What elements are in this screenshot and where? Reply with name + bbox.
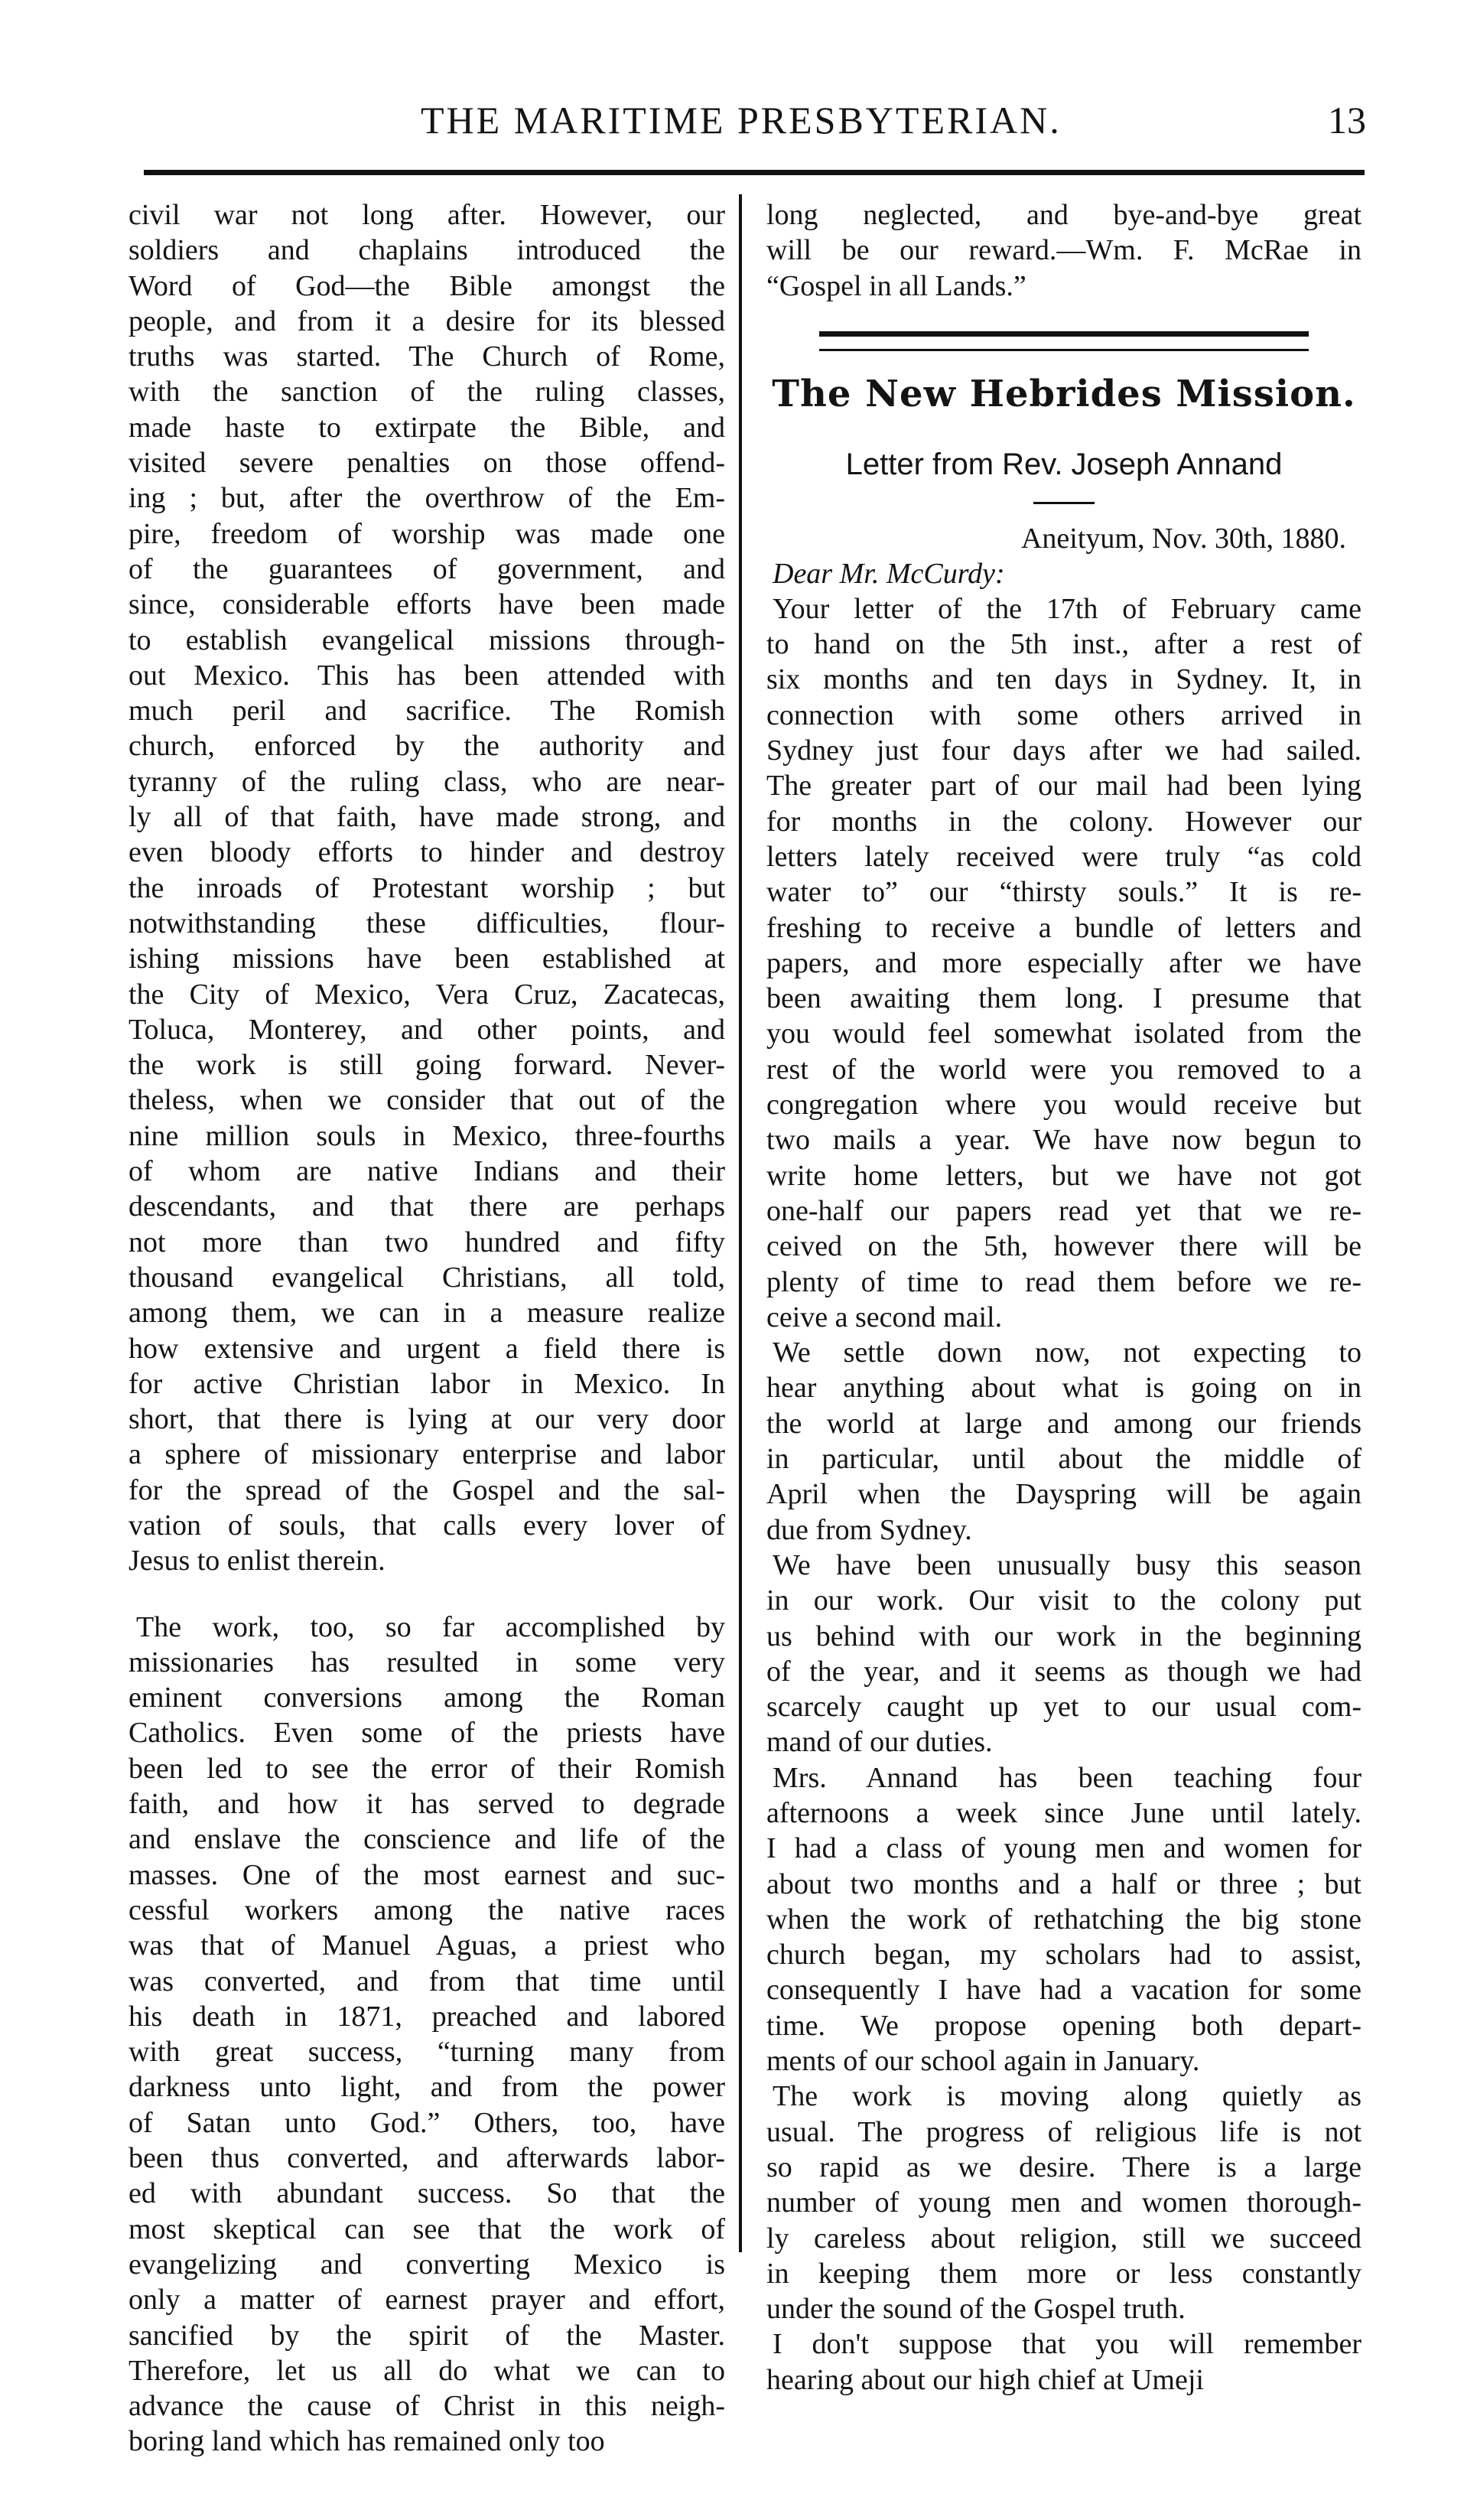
paragraph bbox=[129, 197, 725, 1579]
header-rule bbox=[144, 170, 1365, 175]
paragraph bbox=[766, 2326, 1362, 2398]
text-line: people, and from it a desire for its blessed bbox=[129, 304, 725, 337]
text-line: number of young men and women thorough- bbox=[766, 2186, 1362, 2219]
text-line: darkness unto light, and from the power bbox=[129, 2071, 725, 2104]
text-line: Sydney just four days after we had sailed. bbox=[766, 734, 1362, 767]
text-line: We have been unusually busy this season bbox=[773, 1548, 1362, 1581]
text-line: eminent conversions among the Roman bbox=[129, 1682, 725, 1714]
text-line: been thus converted, and afterwards labor- bbox=[129, 2142, 725, 2175]
text-line: ments of our school again in January. bbox=[766, 2045, 1200, 2078]
text-line: masses. One of the most earnest and suc- bbox=[129, 1858, 725, 1891]
text-line: theless, when we consider that out of the bbox=[129, 1084, 725, 1117]
mission-title: The New Hebrides Mission. bbox=[772, 372, 1356, 415]
text-line: with great success, “turning many from bbox=[129, 2036, 725, 2069]
text-line: most skeptical can see that the work of bbox=[129, 2212, 725, 2245]
text-line: will be our reward.—Wm. F. McRae in bbox=[766, 234, 1362, 267]
column-divider bbox=[739, 194, 742, 2252]
text-line: of whom are native Indians and their bbox=[129, 1155, 725, 1188]
text-line: about two months and a half or three ; but bbox=[766, 1867, 1362, 1900]
paragraph bbox=[766, 591, 1362, 1335]
text-line: and enslave the conscience and life of the bbox=[129, 1823, 725, 1856]
short-rule bbox=[1033, 502, 1095, 504]
text-line: Toluca, Monterey, and other points, and bbox=[129, 1013, 725, 1046]
text-line: scarcely caught up yet to our usual com- bbox=[766, 1691, 1362, 1724]
text-line: water to” our “thirsty souls.” It is re- bbox=[766, 876, 1362, 909]
page-number: 13 bbox=[1328, 99, 1366, 142]
text-line: Mrs. Annand has been teaching four bbox=[773, 1761, 1362, 1794]
text-line: with the sanction of the ruling classes, bbox=[129, 376, 725, 409]
paragraph bbox=[766, 1335, 1362, 1548]
letter-heading: Letter from Rev. Joseph Annand bbox=[845, 447, 1283, 481]
text-line: ishing missions have been established at bbox=[129, 943, 725, 975]
text-line: been awaiting them long. I presume that bbox=[766, 982, 1362, 1015]
text-line: advance the cause of Christ in this neigh- bbox=[129, 2390, 725, 2423]
text-line: in our work. Our visit to the colony put bbox=[766, 1584, 1362, 1617]
text-line: church began, my scholars had to assist, bbox=[766, 1939, 1362, 1971]
text-line: write home letters, but we have not got bbox=[766, 1159, 1362, 1192]
text-line: under the sound of the Gospel truth. bbox=[766, 2293, 1186, 2326]
text-line: ed with abundant success. So that the bbox=[129, 2177, 725, 2210]
text-line: in keeping them more or less constantly bbox=[766, 2257, 1362, 2290]
text-line: the City of Mexico, Vera Cruz, Zacatecas, bbox=[129, 978, 725, 1011]
text-line: been led to see the error of their Romish bbox=[129, 1752, 725, 1785]
text-line: ceived on the 5th, however there will be bbox=[766, 1230, 1362, 1263]
text-line: was that of Manuel Aguas, a priest who bbox=[129, 1929, 725, 1962]
text-line: time. We propose opening both depart- bbox=[766, 2009, 1362, 2042]
text-line: descendants, and that there are perhaps bbox=[129, 1190, 725, 1223]
text-line: only a matter of earnest prayer and effort, bbox=[129, 2284, 725, 2317]
text-line: The greater part of our mail had been lying bbox=[766, 770, 1362, 803]
text-line: church, enforced by the authority and bbox=[129, 730, 725, 763]
section-double-rule bbox=[819, 331, 1309, 351]
text-line: plenty of time to read them before we re- bbox=[766, 1265, 1362, 1298]
text-line: soldiers and chaplains introduced the bbox=[129, 234, 725, 267]
text-line: the world at large and among our friends bbox=[766, 1407, 1362, 1440]
text-line: boring land which has remained only too bbox=[129, 2425, 605, 2458]
text-line: made haste to extirpate the Bible, and bbox=[129, 411, 725, 444]
text-line: ceive a second mail. bbox=[766, 1301, 1003, 1333]
text-line: letters lately received were truly “as cold bbox=[766, 840, 1362, 873]
text-line: one-half our papers read yet that we re- bbox=[766, 1194, 1362, 1227]
text-line: civil war not long after. However, our bbox=[129, 199, 725, 231]
text-line: his death in 1871, preached and labored bbox=[129, 2000, 725, 2033]
text-line: two mails a year. We have now begun to bbox=[766, 1124, 1362, 1157]
text-line: I don't suppose that you will remember bbox=[773, 2328, 1362, 2361]
left-column bbox=[129, 197, 725, 2460]
text-line: of Satan unto God.” Others, too, have bbox=[129, 2106, 725, 2139]
page-header-title: THE MARITIME PRESBYTERIAN. bbox=[421, 99, 1062, 142]
text-line: Catholics. Even some of the priests have bbox=[129, 1717, 725, 1750]
paragraph bbox=[766, 1760, 1362, 2079]
text-line: vation of souls, that calls every lover of bbox=[129, 1509, 725, 1542]
text-line: papers, and more especially after we have bbox=[766, 946, 1362, 979]
text-line: evangelizing and converting Mexico is bbox=[129, 2248, 725, 2281]
text-line: for active Christian labor in Mexico. In bbox=[129, 1367, 725, 1400]
text-line: Jesus to enlist therein. bbox=[129, 1545, 386, 1577]
text-line: to establish evangelical missions through- bbox=[129, 623, 725, 656]
text-line: ly all of that faith, have made strong, and bbox=[129, 801, 725, 834]
text-line: among them, we can in a measure realize bbox=[129, 1297, 725, 1330]
text-line: since, considerable efforts have been made bbox=[129, 588, 725, 621]
text-line: congregation where you would receive but bbox=[766, 1089, 1362, 1122]
text-line: visited severe penalties on those offend- bbox=[129, 447, 725, 480]
text-line: ing ; but, after the overthrow of the Em- bbox=[129, 482, 725, 515]
text-line: nine million souls in Mexico, three-fourths bbox=[129, 1119, 725, 1152]
text-line: short, that there is lying at our very door bbox=[129, 1403, 725, 1436]
text-line: April when the Dayspring will be again bbox=[766, 1478, 1362, 1511]
text-line: to hand on the 5th inst., after a rest of bbox=[766, 628, 1362, 661]
paragraph-gap bbox=[129, 1579, 725, 1610]
text-line: connection with some others arrived in bbox=[766, 698, 1362, 731]
dateline: Aneityum, Nov. 30th, 1880. bbox=[1020, 522, 1346, 555]
salutation: Dear Mr. McCurdy: bbox=[773, 557, 1005, 590]
text-line: notwithstanding these difficulties, flour- bbox=[129, 907, 725, 939]
paragraph bbox=[766, 2079, 1362, 2326]
text-line: was converted, and from that time until bbox=[129, 1965, 725, 1997]
text-line: rest of the world were you removed to a bbox=[766, 1053, 1362, 1086]
text-line: Word of God—the Bible amongst the bbox=[129, 269, 725, 302]
text-line: thousand evangelical Christians, all told, bbox=[129, 1261, 725, 1294]
text-line: truths was started. The Church of Rome, bbox=[129, 340, 725, 373]
text-line: ly careless about religion, still we succeed bbox=[766, 2222, 1362, 2255]
page-header bbox=[138, 92, 1377, 153]
text-line: “Gospel in all Lands.” bbox=[766, 269, 1026, 302]
text-line: the inroads of Protestant worship ; but bbox=[129, 871, 725, 904]
text-line: freshing to receive a bundle of letters and bbox=[766, 911, 1362, 944]
text-line: I had a class of young men and women for bbox=[766, 1832, 1362, 1865]
text-line: consequently I have had a vacation for some bbox=[766, 1974, 1362, 2007]
text-line: when the work of rethatching the big stone bbox=[766, 1903, 1362, 1936]
text-line: much peril and sacrifice. The Romish bbox=[129, 695, 725, 728]
text-line: the work is still going forward. Never- bbox=[129, 1049, 725, 1082]
text-line: how extensive and urgent a field there is bbox=[129, 1332, 725, 1365]
right-column bbox=[766, 197, 1362, 2398]
paragraph bbox=[129, 1610, 725, 2460]
paragraph bbox=[766, 1548, 1362, 1760]
text-line: not more than two hundred and fifty bbox=[129, 1226, 725, 1258]
text-line: out Mexico. This has been attended with bbox=[129, 659, 725, 692]
text-line: for months in the colony. However our bbox=[766, 805, 1362, 838]
text-line: hear anything about what is going on in bbox=[766, 1372, 1362, 1405]
text-line: We settle down now, not expecting to bbox=[773, 1337, 1362, 1369]
text-line: cessful workers among the native races bbox=[129, 1893, 725, 1926]
text-line: of the guarantees of government, and bbox=[129, 552, 725, 585]
intro-paragraph bbox=[766, 197, 1362, 304]
text-line: you would feel somewhat isolated from the bbox=[766, 1017, 1362, 1050]
text-line: due from Sydney. bbox=[766, 1513, 972, 1546]
text-line: tyranny of the ruling class, who are near- bbox=[129, 765, 725, 798]
text-line: afternoons a week since June until lately. bbox=[766, 1796, 1362, 1829]
text-line: Your letter of the 17th of February came bbox=[773, 592, 1362, 625]
text-line: of the year, and it seems as though we had bbox=[766, 1655, 1362, 1688]
text-line: Therefore, let us all do what we can to bbox=[129, 2354, 725, 2387]
text-line: sancified by the spirit of the Master. bbox=[129, 2319, 725, 2352]
text-line: long neglected, and bye-and-bye great bbox=[766, 199, 1362, 231]
text-line: in particular, until about the middle of bbox=[766, 1443, 1362, 1476]
text-line: The work, too, so far accomplished by bbox=[136, 1610, 725, 1643]
text-line: The work is moving along quietly as bbox=[773, 2080, 1362, 2113]
text-line: a sphere of missionary enterprise and labor bbox=[129, 1438, 725, 1471]
text-line: hearing about our high chief at Umeji bbox=[766, 2363, 1204, 2396]
text-line: faith, and how it has served to degrade bbox=[129, 1788, 725, 1821]
text-line: us behind with our work in the beginning bbox=[766, 1620, 1362, 1652]
text-line: for the spread of the Gospel and the sal- bbox=[129, 1473, 725, 1506]
text-line: six months and ten days in Sydney. It, in bbox=[766, 663, 1362, 696]
text-line: usual. The progress of religious life is not bbox=[766, 2115, 1362, 2148]
text-line: even bloody efforts to hinder and destroy bbox=[129, 836, 725, 869]
text-line: mand of our duties. bbox=[766, 1726, 993, 1759]
text-line: so rapid as we desire. There is a large bbox=[766, 2150, 1362, 2183]
text-line: missionaries has resulted in some very bbox=[129, 1646, 725, 1678]
text-line: pire, freedom of worship was made one bbox=[129, 517, 725, 550]
